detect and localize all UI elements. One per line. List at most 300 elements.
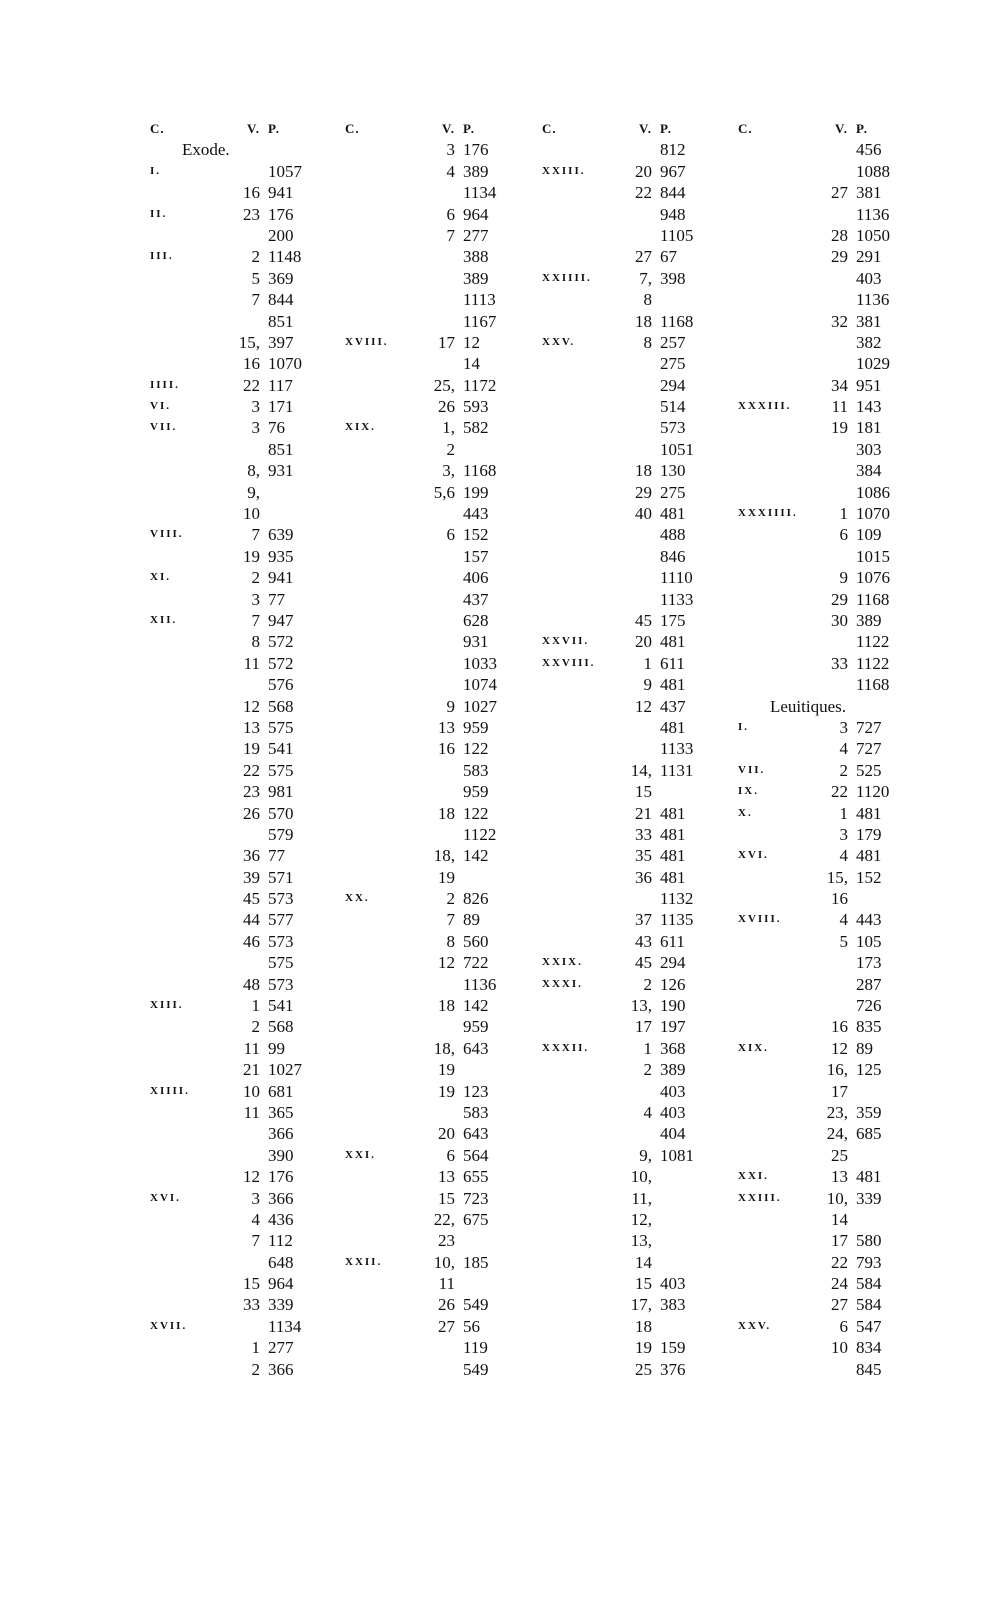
- verse-number: 6: [839, 1316, 848, 1336]
- verse-number: 25,: [433, 375, 455, 395]
- page-number: 89: [463, 910, 480, 930]
- page-number: 572: [268, 632, 294, 652]
- verse-number: 7: [446, 225, 455, 245]
- page-number: 403: [660, 1274, 686, 1294]
- page-number: 12: [463, 332, 480, 352]
- index-row: [738, 1081, 918, 1102]
- verse-number: 8: [643, 332, 652, 352]
- index-row: [542, 760, 722, 781]
- verse-number: 10: [831, 1338, 848, 1358]
- verse-number: 8: [643, 290, 652, 310]
- verse-number: 1: [839, 504, 848, 524]
- index-row: [738, 738, 918, 759]
- index-row: [345, 268, 525, 289]
- verse-number: 7: [251, 525, 260, 545]
- index-row: [345, 952, 525, 973]
- index-row: [150, 1294, 330, 1315]
- verse-number: 33: [635, 824, 652, 844]
- verse-number: 20: [635, 632, 652, 652]
- index-row: [345, 931, 525, 952]
- index-row: [345, 396, 525, 417]
- verse-number: 13,: [630, 1231, 652, 1251]
- index-row: [345, 1016, 525, 1037]
- index-row: [150, 781, 330, 802]
- index-row: [150, 1359, 330, 1380]
- index-row: [150, 225, 330, 246]
- index-row: [738, 952, 918, 973]
- verse-number: 16: [831, 1017, 848, 1037]
- page-number: 851: [268, 439, 294, 459]
- verse-number: 13: [438, 717, 455, 737]
- page-number: 152: [463, 525, 489, 545]
- chapter-number: VI.: [150, 400, 171, 413]
- index-row: [150, 332, 330, 353]
- page-number: 339: [268, 1295, 294, 1315]
- chapter-number: XXXIII.: [738, 400, 792, 413]
- page-number: 287: [856, 974, 882, 994]
- index-row: [738, 182, 918, 203]
- index-row: [738, 760, 918, 781]
- page-number: 793: [856, 1252, 882, 1272]
- chapter-number: XVI.: [150, 1191, 181, 1204]
- page-number: 99: [268, 1038, 285, 1058]
- verse-number: 23: [243, 782, 260, 802]
- header-verse: V.: [835, 121, 848, 136]
- column-header: [345, 118, 525, 139]
- index-row: [150, 995, 330, 1016]
- verse-number: 33: [243, 1295, 260, 1315]
- index-row: [150, 738, 330, 759]
- page-number: 584: [856, 1274, 882, 1294]
- page-number: 1074: [463, 675, 497, 695]
- verse-number: 3: [251, 589, 260, 609]
- index-row: [345, 610, 525, 631]
- page-number: 579: [268, 824, 294, 844]
- verse-number: 9: [446, 696, 455, 716]
- chapter-number: I.: [150, 164, 162, 177]
- verse-number: 1: [643, 1038, 652, 1058]
- verse-number: 25: [635, 1359, 652, 1379]
- page-number: 851: [268, 311, 294, 331]
- page-number: 1070: [268, 354, 302, 374]
- index-row: [345, 974, 525, 995]
- page-number: 171: [268, 397, 294, 417]
- verse-number: 15: [635, 782, 652, 802]
- index-row: [738, 1294, 918, 1315]
- page-number: 67: [660, 247, 677, 267]
- page-number: 549: [463, 1359, 489, 1379]
- verse-number: 10,: [630, 1167, 652, 1187]
- chapter-number: XII.: [150, 613, 178, 626]
- index-row: [345, 375, 525, 396]
- verse-number: 5,6: [433, 482, 455, 502]
- index-row: [345, 1230, 525, 1251]
- index-row: [738, 396, 918, 417]
- page-number: 935: [268, 546, 294, 566]
- page-number: 175: [660, 610, 686, 630]
- book-heading: Leuitiques.: [770, 696, 847, 716]
- index-row: [542, 952, 722, 973]
- chapter-number: III.: [150, 250, 174, 263]
- chapter-number: XXIIII.: [542, 271, 592, 284]
- chapter-number: XXV.: [542, 335, 576, 348]
- page-number: 844: [660, 183, 686, 203]
- verse-number: 4: [643, 1102, 652, 1122]
- page-number: 655: [463, 1167, 489, 1187]
- page-number: 643: [463, 1038, 489, 1058]
- index-row: [345, 225, 525, 246]
- page-number: 931: [463, 632, 489, 652]
- index-row: [738, 353, 918, 374]
- verse-number: 12: [635, 696, 652, 716]
- index-row: [150, 460, 330, 481]
- index-row: [150, 824, 330, 845]
- index-row: [542, 460, 722, 481]
- page-number: 122: [463, 739, 489, 759]
- verse-number: 12,: [630, 1209, 652, 1229]
- page-number: 575: [268, 953, 294, 973]
- verse-number: 45: [243, 889, 260, 909]
- index-column-4: [738, 118, 918, 1380]
- page-number: 723: [463, 1188, 489, 1208]
- page-number: 1122: [856, 653, 890, 673]
- verse-number: 18: [635, 311, 652, 331]
- header-verse: V.: [442, 121, 455, 136]
- verse-number: 21: [635, 803, 652, 823]
- page-number: 277: [463, 225, 489, 245]
- verse-number: 19: [243, 546, 260, 566]
- chapter-number: XIX.: [345, 421, 376, 434]
- index-row: [345, 546, 525, 567]
- index-row: [150, 631, 330, 652]
- verse-number: 5: [839, 931, 848, 951]
- verse-number: 18: [438, 996, 455, 1016]
- page-number: 1081: [660, 1145, 694, 1165]
- page-number: 481: [660, 867, 686, 887]
- page-number: 404: [660, 1124, 686, 1144]
- verse-number: 11: [243, 1102, 260, 1122]
- verse-number: 3,: [442, 461, 455, 481]
- verse-number: 18,: [433, 846, 455, 866]
- verse-number: 16,: [826, 1060, 848, 1080]
- index-row: [542, 417, 722, 438]
- verse-number: 6: [446, 1145, 455, 1165]
- page-number: 1027: [268, 1060, 302, 1080]
- index-row: [345, 417, 525, 438]
- index-row: [542, 1273, 722, 1294]
- page-number: 1168: [660, 311, 694, 331]
- index-row: [542, 1038, 722, 1059]
- index-row: [345, 524, 525, 545]
- chapter-number: VII.: [150, 421, 178, 434]
- verse-number: 27: [831, 183, 848, 203]
- verse-number: 9: [643, 675, 652, 695]
- index-row: [150, 1059, 330, 1080]
- page-number: 376: [660, 1359, 686, 1379]
- page-number: 481: [856, 803, 882, 823]
- index-row: [542, 1102, 722, 1123]
- page-number: 359: [856, 1102, 882, 1122]
- chapter-number: XXXIIII.: [738, 507, 798, 520]
- header-chapter: C.: [150, 121, 165, 136]
- page-number: 275: [660, 482, 686, 502]
- index-row: [150, 589, 330, 610]
- page-number: 142: [463, 996, 489, 1016]
- chapter-number: XXIII.: [542, 164, 586, 177]
- page-number: 931: [268, 461, 294, 481]
- index-row: [738, 931, 918, 952]
- index-row: [542, 1316, 722, 1337]
- page-number: 143: [856, 397, 882, 417]
- index-row: [150, 417, 330, 438]
- index-row: [542, 1059, 722, 1080]
- page-number: 157: [463, 546, 489, 566]
- header-page: P.: [463, 121, 475, 136]
- page-number: 835: [856, 1017, 882, 1037]
- page-number: 383: [660, 1295, 686, 1315]
- page-number: 389: [463, 268, 489, 288]
- page-number: 727: [856, 739, 882, 759]
- index-row: [345, 1273, 525, 1294]
- index-row: [542, 1166, 722, 1187]
- index-row: [738, 482, 918, 503]
- verse-number: 13: [243, 717, 260, 737]
- verse-number: 3: [251, 397, 260, 417]
- page-number: 117: [268, 375, 293, 395]
- page-number: 1134: [268, 1316, 302, 1336]
- index-row: [345, 503, 525, 524]
- chapter-number: X.: [738, 806, 753, 819]
- index-row: [345, 845, 525, 866]
- index-row: [738, 161, 918, 182]
- header-page: P.: [856, 121, 868, 136]
- page-number: 844: [268, 290, 294, 310]
- page-number: 541: [268, 739, 294, 759]
- verse-number: 18: [635, 1316, 652, 1336]
- verse-number: 19: [243, 739, 260, 759]
- page-number: 179: [856, 824, 882, 844]
- index-row: [738, 225, 918, 246]
- page-number: 1136: [856, 204, 890, 224]
- chapter-number: XIX.: [738, 1041, 769, 1054]
- index-row: [738, 503, 918, 524]
- index-row: [738, 674, 918, 695]
- page-number: 403: [660, 1081, 686, 1101]
- verse-number: 30: [831, 610, 848, 630]
- index-row: [150, 1102, 330, 1123]
- verse-number: 9: [839, 568, 848, 588]
- page-number: 648: [268, 1252, 294, 1272]
- page-number: 549: [463, 1295, 489, 1315]
- index-row: [542, 546, 722, 567]
- chapter-number: II.: [150, 207, 168, 220]
- index-column-2: [345, 118, 525, 1380]
- index-row: [542, 204, 722, 225]
- index-row: [542, 182, 722, 203]
- page-number: 481: [660, 824, 686, 844]
- index-row: [150, 375, 330, 396]
- index-row: [345, 1252, 525, 1273]
- page-number: 628: [463, 610, 489, 630]
- page-number: 1133: [660, 589, 694, 609]
- verse-number: 3: [446, 140, 455, 160]
- chapter-number: XVIII.: [345, 335, 389, 348]
- index-row: [542, 482, 722, 503]
- index-row: [150, 246, 330, 267]
- index-row: [345, 1209, 525, 1230]
- verse-number: 7,: [639, 268, 652, 288]
- page-number: 576: [268, 675, 294, 695]
- page-number: 197: [660, 1017, 686, 1037]
- page-number: 176: [463, 140, 489, 160]
- verse-number: 8: [446, 931, 455, 951]
- verse-number: 9,: [247, 482, 260, 502]
- page-number: 584: [856, 1295, 882, 1315]
- verse-number: 3: [839, 717, 848, 737]
- index-row: [150, 439, 330, 460]
- verse-number: 27: [438, 1316, 455, 1336]
- page-number: 381: [856, 183, 882, 203]
- chapter-number: XIII.: [150, 999, 184, 1012]
- page-number: 181: [856, 418, 882, 438]
- page-number: 1033: [463, 653, 497, 673]
- index-row: [738, 1166, 918, 1187]
- verse-number: 7: [251, 1231, 260, 1251]
- chapter-number: XVIII.: [738, 913, 782, 926]
- page-number: 572: [268, 653, 294, 673]
- index-row: [542, 803, 722, 824]
- chapter-number: XXXII.: [542, 1041, 590, 1054]
- verse-number: 12: [438, 953, 455, 973]
- page-number: 126: [660, 974, 686, 994]
- chapter-number: XXV.: [738, 1319, 772, 1332]
- page-number: 159: [660, 1338, 686, 1358]
- verse-number: 8,: [247, 461, 260, 481]
- page-number: 199: [463, 482, 489, 502]
- index-row: [150, 1316, 330, 1337]
- index-row: [345, 1294, 525, 1315]
- page-number: 381: [856, 311, 882, 331]
- page-number: 76: [268, 418, 285, 438]
- verse-number: 10,: [433, 1252, 455, 1272]
- verse-number: 12: [831, 1038, 848, 1058]
- index-row: [150, 503, 330, 524]
- index-row: [542, 738, 722, 759]
- page-number: 339: [856, 1188, 882, 1208]
- index-row: [345, 824, 525, 845]
- verse-number: 10,: [826, 1188, 848, 1208]
- index-row: [542, 717, 722, 738]
- page-number: 834: [856, 1338, 882, 1358]
- index-row: [542, 631, 722, 652]
- index-row: [150, 803, 330, 824]
- index-row: [542, 503, 722, 524]
- page-number: 1027: [463, 696, 497, 716]
- page-number: 257: [660, 332, 686, 352]
- verse-number: 22: [243, 760, 260, 780]
- index-row: [738, 696, 918, 717]
- verse-number: 44: [243, 910, 260, 930]
- index-row: [542, 995, 722, 1016]
- index-row: [150, 1188, 330, 1209]
- index-row: [738, 610, 918, 631]
- verse-number: 12: [243, 696, 260, 716]
- verse-number: 3: [251, 1188, 260, 1208]
- verse-number: 19: [438, 1060, 455, 1080]
- verse-number: 14,: [630, 760, 652, 780]
- index-row: [345, 311, 525, 332]
- index-row: [150, 482, 330, 503]
- index-row: [738, 1209, 918, 1230]
- verse-number: 16: [243, 183, 260, 203]
- verse-number: 46: [243, 931, 260, 951]
- verse-number: 34: [831, 375, 848, 395]
- index-row: [738, 1145, 918, 1166]
- index-row: [542, 1230, 722, 1251]
- verse-number: 6: [446, 204, 455, 224]
- index-row: [738, 1016, 918, 1037]
- page-number: 583: [463, 1102, 489, 1122]
- verse-number: 39: [243, 867, 260, 887]
- page-number: 389: [856, 610, 882, 630]
- index-column-3: [542, 118, 722, 1380]
- page-number: 959: [463, 782, 489, 802]
- index-row: [150, 1273, 330, 1294]
- index-row: [150, 952, 330, 973]
- index-row: [150, 1337, 330, 1358]
- verse-number: 29: [635, 482, 652, 502]
- index-row: [150, 311, 330, 332]
- chapter-number: XXVIII.: [542, 656, 596, 669]
- index-row: [738, 1359, 918, 1380]
- page-number: 1088: [856, 161, 890, 181]
- index-row: [738, 332, 918, 353]
- page-number: 643: [463, 1124, 489, 1144]
- index-row: [150, 353, 330, 374]
- page-number: 437: [660, 696, 686, 716]
- page-number: 1172: [463, 375, 497, 395]
- page-number: 685: [856, 1124, 882, 1144]
- page-number: 964: [463, 204, 489, 224]
- page-number: 481: [856, 846, 882, 866]
- index-row: [150, 1145, 330, 1166]
- verse-number: 4: [251, 1209, 260, 1229]
- page-number: 481: [856, 1167, 882, 1187]
- index-row: [738, 631, 918, 652]
- index-row: [345, 781, 525, 802]
- index-row: [150, 161, 330, 182]
- header-page: P.: [660, 121, 672, 136]
- chapter-number: XIIII.: [150, 1084, 190, 1097]
- page-number: 514: [660, 397, 686, 417]
- header-verse: V.: [247, 121, 260, 136]
- index-row: [738, 1188, 918, 1209]
- index-row: [738, 268, 918, 289]
- index-row: [738, 1102, 918, 1123]
- index-row: [345, 1166, 525, 1187]
- page-number: 368: [660, 1038, 686, 1058]
- index-row: [345, 1316, 525, 1337]
- index-row: [738, 589, 918, 610]
- page-number: 369: [268, 268, 294, 288]
- page-number: 109: [856, 525, 882, 545]
- index-row: [345, 1123, 525, 1144]
- verse-number: 24: [831, 1274, 848, 1294]
- page-number: 1120: [856, 782, 890, 802]
- page-number: 826: [463, 889, 489, 909]
- index-row: [738, 995, 918, 1016]
- verse-number: 48: [243, 974, 260, 994]
